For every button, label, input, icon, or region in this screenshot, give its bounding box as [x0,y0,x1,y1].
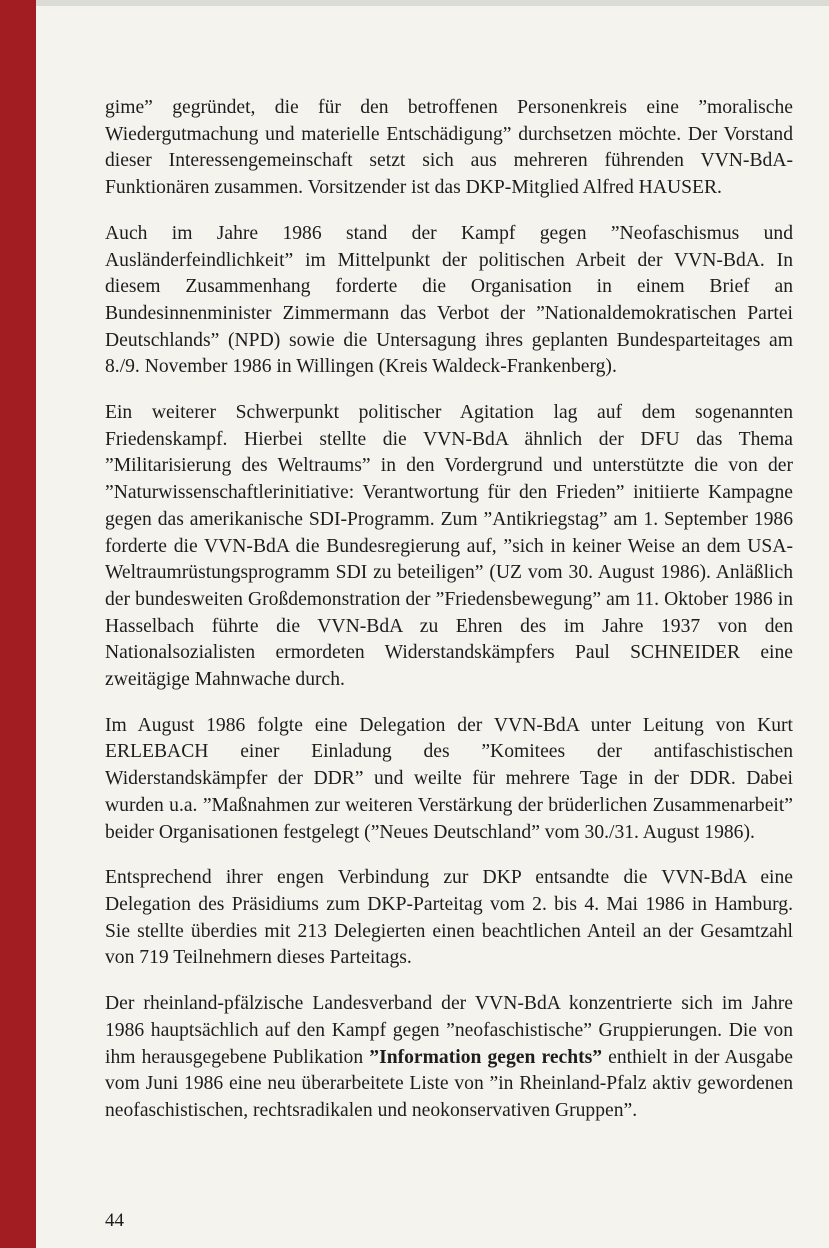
paragraph-text: gime” gegründet, die für den betroffenen Personenkreis eine ”moralische Wiedergutmachung und materielle Entschädigung” durchsetzen möchte. Der Vorstand dieser Interessengemeinschaft setzt sich aus mehreren führenden VVN-BdA-Funktionären zusammen. Vorsitzender ist das DKP-Mitglied Alfred HAUSER. [105,97,793,199]
document-body [105,95,793,1144]
paragraph-text: Entsprechend ihrer engen Verbindung zur DKP entsandte die VVN-BdA eine Delegation des Präsidiums zum DKP-Parteitag vom 2. bis 4. Mai 1986 in Hamburg. Sie stellte überdies mit 213 Delegierten einen beachtlichen Anteil an der Gesamtzahl von 719 Teilnehmern dieses Parteitags. [105,867,793,969]
publication-title: ”Information gegen rechts” [369,1046,603,1068]
top-scan-edge [36,0,829,6]
paragraph [105,221,793,381]
paragraph-text: enthielt in der Ausgabe vom Juni 1986 eine neu überarbeitete Liste von ”in Rheinland-Pfalz aktiv gewordenen neofaschistischen, rechtsradikalen und neokonservativen Gruppen”. [105,1046,793,1121]
paragraph [105,991,793,1125]
paragraph-text: Auch im Jahre 1986 stand der Kampf gegen ”Neofaschismus und Ausländerfeindlichkeit” im Mittelpunkt der politischen Arbeit der VVN-BdA. In diesem Zusammenhang forderte die Organisation in einem Brief an Bundesinnenminister Zimmermann das Verbot der ”Nationaldemokratischen Partei Deutschlands” (NPD) sowie die Untersagung ihres geplanten Bundesparteitages am 8./9. November 1986 in Willingen (Kreis Waldeck-Frankenberg). [105,222,793,378]
paragraph [105,400,793,694]
red-binding-edge [0,0,36,1248]
page-number: 44 [105,1210,124,1231]
paragraph [105,95,793,202]
paragraph-text: Der rheinland-pfälzische Landesverband der VVN-BdA konzentrierte sich im Jahre 1986 hauptsächlich auf den Kampf gegen ”neofaschistische” Gruppierungen. Die von ihm herausgegebene Publikation [105,993,793,1068]
paragraph [105,865,793,972]
paragraph-text: Ein weiterer Schwerpunkt politischer Agitation lag auf dem sogenannten Friedenskampf. Hierbei stellte die VVN-BdA ähnlich der DFU das Thema ”Militarisierung des Weltraums” in den Vordergrund und unterstützte die von der ”Naturwissenschaftlerinitiative: Verantwortung für den Frieden” initiierte Kampagne gegen das amerikanische SDI-Programm. Zum ”Antikriegstag” am 1. September 1986 forderte die VVN-BdA die Bundesregierung auf, ”sich in keiner Weise an dem USA-Weltraumrüstungsprogramm SDI zu beteiligen” (UZ vom 30. August 1986). Anläßlich der bundesweiten Großdemonstration der ”Friedensbewegung” am 11. Oktober 1986 in Hasselbach führte die VVN-BdA zu Ehren des im Jahre 1937 von den Nationalsozialisten ermordeten Widerstandskämpfers Paul SCHNEIDER eine zweitägige Mahnwache durch. [105,402,793,691]
paragraph-text: Im August 1986 folgte eine Delegation der VVN-BdA unter Leitung von Kurt ERLEBACH einer Einladung des ”Komitees der antifaschistischen Widerstandskämpfer der DDR” und weilte für mehrere Tage in der DDR. Dabei wurden u.a. ”Maßnahmen zur weiteren Verstärkung der brüderlichen Zusammenarbeit” beider Organisationen festgelegt (”Neues Deutschland” vom 30./31. August 1986). [105,714,793,843]
paragraph [105,713,793,847]
